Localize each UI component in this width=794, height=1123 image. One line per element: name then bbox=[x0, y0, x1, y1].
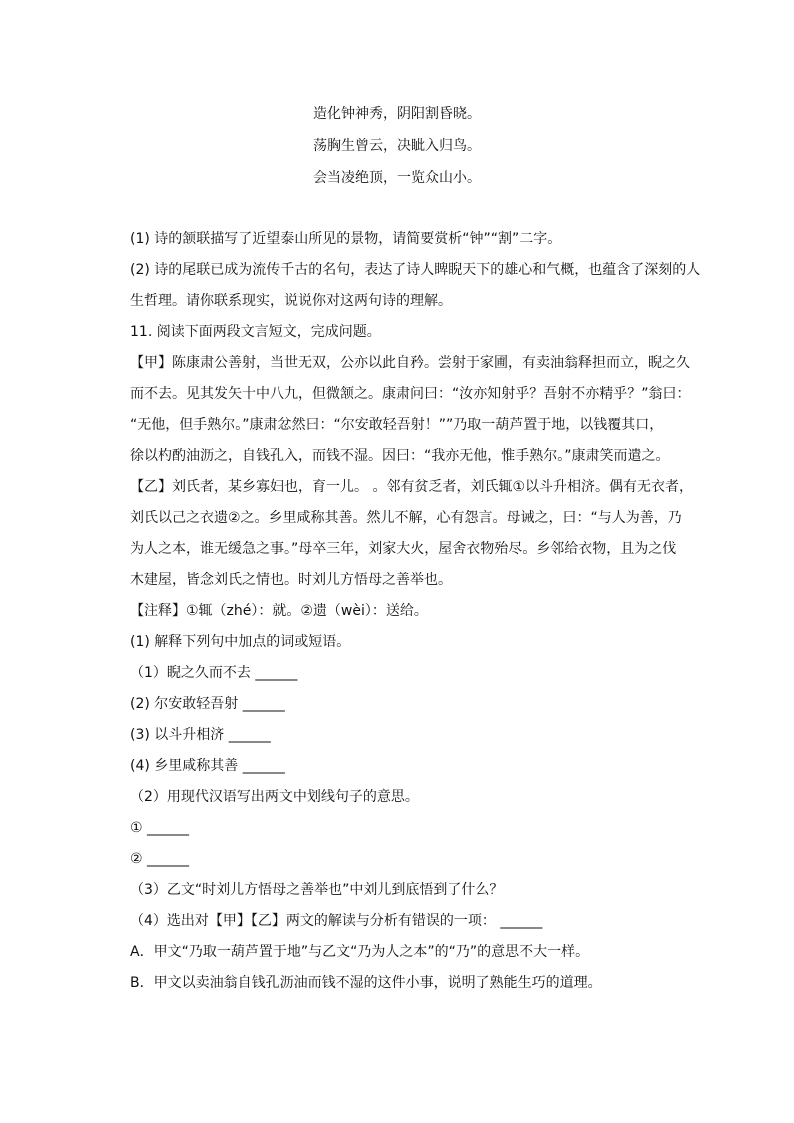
answer-option: B．甲文以卖油翁自钱孔沥油而钱不湿的这件小事，说明了熟能生巧的道理。 bbox=[130, 975, 602, 991]
passage-text: 而不去。见其发矢十中八九，但微颔之。康肃问曰：“汝亦知射乎？吾射不亦精乎？”翁曰： bbox=[130, 386, 691, 402]
sub-question: （3）乙文“时刘儿方悟母之善举也”中刘儿到底悟到了什么？ bbox=[130, 882, 504, 898]
sub-question: （1）睨之久而不去 ______ bbox=[130, 665, 298, 681]
annotation-text: 【注释】①辄（zhé）：就。②遗（wèi）：送给。 bbox=[130, 603, 428, 619]
sub-question: (1) 解释下列句中加点的词或短语。 bbox=[130, 634, 351, 650]
poem-line: 会当凌绝顶，一览众山小。 bbox=[313, 170, 481, 186]
sub-question: （2）用现代汉语写出两文中划线句子的意思。 bbox=[130, 789, 419, 805]
passage-text: 徐以杓酌油沥之，自钱孔入，而钱不湿。因曰：“我亦无他，惟手熟尔。”康肃笑而遣之。 bbox=[130, 448, 670, 464]
question-text: (2) 诗的尾联已成为流传千古的名句，表达了诗人睥睨天下的雄心和气概，也蕴含了深刻的人 bbox=[130, 262, 701, 278]
answer-option: A．甲文“乃取一葫芦置于地”与乙文“乃为人之本”的“乃”的意思不大一样。 bbox=[130, 944, 590, 960]
sub-question: (4) 乡里咸称其善 ______ bbox=[130, 758, 285, 774]
sub-question: ① ______ bbox=[130, 820, 190, 836]
passage-text: “无他，但手熟尔。”康肃忿然曰：“尔安敢轻吾射！””乃取一葫芦置于地，以钱覆其口， bbox=[130, 417, 664, 433]
question-heading: 11. 阅读下面两段文言短文，完成问题。 bbox=[130, 324, 381, 340]
question-text: (1) 诗的颔联描写了近望泰山所见的景物，请简要赏析“钟”“割”二字。 bbox=[130, 231, 562, 247]
sub-question: （4）选出对【甲】【乙】两文的解读与分析有错误的一项： ______ bbox=[130, 913, 543, 929]
poem-block bbox=[0, 98, 794, 194]
passage-text: 木建屋，皆念刘氏之情也。时刘儿方悟母之善举也。 bbox=[130, 572, 452, 588]
sub-question: ② ______ bbox=[130, 851, 190, 867]
poem-line: 造化钟神秀，阴阳割昏晓。 bbox=[313, 106, 481, 122]
poem-line: 荡胸生曾云，决眦入归鸟。 bbox=[313, 138, 481, 154]
passage-text: 为人之本，谁无缓急之事。”母卒三年，刘家大火，屋舍衣物殆尽。乡邻给衣物，且为之伐 bbox=[130, 541, 677, 557]
sub-question: (2) 尔安敢轻吾射 ______ bbox=[130, 696, 285, 712]
sub-question: (3) 以斗升相济 ______ bbox=[130, 727, 271, 743]
passage-text: 刘氏以己之衣遗②之。乡里咸称其善。然儿不解，心有怨言。母诫之，曰：“与人为善，乃 bbox=[130, 510, 682, 526]
question-text: 生哲理。请你联系现实，说说你对这两句诗的理解。 bbox=[130, 293, 452, 309]
question-body bbox=[130, 224, 701, 999]
passage-text: 【甲】陈康肃公善射，当世无双，公亦以此自矜。尝射于家圃，有卖油翁释担而立，睨之久 bbox=[130, 355, 690, 371]
passage-text: 【乙】刘氏者，某乡寡妇也，育一儿。 。邻有贫乏者，刘氏辄①以斗升相济。偶有无衣者， bbox=[130, 479, 693, 495]
